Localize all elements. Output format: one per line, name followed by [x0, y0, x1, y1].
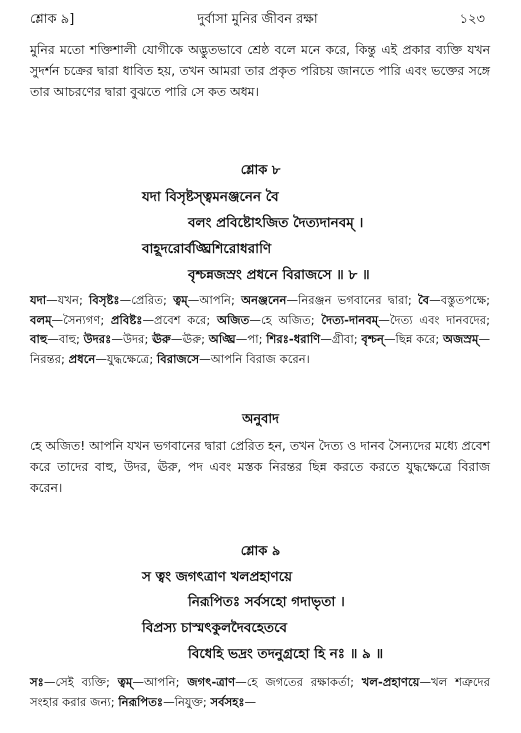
synonym-word: অনঞ্জনেন [241, 293, 287, 307]
synonym-meaning: আপনি [143, 675, 176, 689]
synonym-meaning: গ্রীবা [331, 332, 354, 346]
synonym-meaning: ঊরু [182, 332, 202, 346]
verse-8-synonyms: যদা—যখন; বিসৃষ্টঃ—প্রেরিত; ত্বম্—আপনি; অনঞ্জনেন—নিরঞ্জন ভগবানের দ্বারা; বৈ—বস্তুতপক্ষে; বলম্—সৈন্যগণ; প্রবিষ্টঃ—প্রবেশ করে; অজিত—হে অজিত; দৈত্য-দানবম্—দৈত্য এবং দানবদের; বাহু—বাহু; উদরঃ—উদর; ঊরু—ঊরু; অঙ্ঘ্রি—পা; শিরঃ-ধরাণি—গ্রীবা; বৃশ্চন্—ছিন্ন করে; অজস্রম্—নিরন্তর; প্রধনে—যুদ্ধক্ষেত্রে; বিরাজসে—আপনি বিরাজ করেন। [30, 293, 491, 366]
verse-8-line-1: যদা বিসৃষ্টস্ত্বমনঞ্জনেন বৈ [142, 189, 279, 205]
synonym-word: বাহু [30, 332, 48, 346]
synonym-word: প্রবিষ্টঃ [110, 312, 143, 327]
synonym-word: ঊরু [152, 332, 171, 346]
synonym-meaning: বস্তুতপক্ষে [440, 293, 487, 307]
intro-paragraph: মুনির মতো শক্তিশালী যোগীকে অদ্ভুতভাবে শ্রেষ্ঠ বলে মনে করে, কিন্তু এই প্রকার ব্যক্তি যখন সুদর্শন চক্রের দ্বারা ধাবিত হয়, তখন আমরা তার প্রকৃত পরিচয় জানতে পারি এবং ভক্তের সঙ্গে তার আচরণের দ্বারা বুঝতে পারি সে কত অধম। [30, 42, 490, 99]
synonym-meaning: সৈন্যগণ [63, 312, 101, 327]
verse-8-line-2: বলং প্রবিষ্টোঽজিত দৈত্যদানবম্ । [188, 215, 364, 231]
verse-8-translation: হে অজিত! আপনি যখন ভগবানের দ্বারা প্রেরিত হন, তখন দৈত্য ও দানব সৈন্যদের মধ্যে প্রবেশ করে তাদের বাহু, উদর, ঊরু, পদ এবং মস্তক নিরন্তর ছিন্ন করতে করতে যুদ্ধক্ষেত্রে বিরাজ করেন। [30, 438, 490, 495]
synonym-meaning: দৈত্য এবং দানবদের [389, 312, 487, 327]
synonym-word: অজস্রম্ [442, 332, 479, 346]
verse-9-title: শ্লোক ৯ [240, 544, 281, 559]
synonym-word: ত্বম্ [117, 675, 133, 689]
verse-9-line-1: স ত্বং জগৎত্রাণ খলপ্রহাণয়ে [142, 569, 293, 585]
synonym-word: সঃ [30, 675, 44, 689]
synonym-word: খল-প্রহাণয়ে [361, 675, 420, 689]
verse-9-line-2: নিরূপিতঃ সর্বসহো গদাভৃতা । [188, 594, 345, 610]
page-number: ১২৩ [459, 12, 485, 27]
synonym-word: নিরূপিতঃ [118, 694, 164, 709]
synonym-word: শিরঃ-ধরাণি [266, 332, 321, 346]
synonym-word: বৃশ্চন্ [361, 332, 384, 346]
synonym-meaning: উদর [122, 332, 145, 346]
synonym-meaning: প্রবেশ করে [154, 312, 207, 327]
verse-9-line-3: বিপ্রস্য চাস্মৎকুলদৈবহেতবে [142, 620, 288, 636]
page-header [30, 10, 485, 32]
synonym-word: বৈ [417, 293, 430, 307]
synonym-meaning: হে অজিত [260, 312, 311, 327]
synonym-meaning: নিযুক্ত [174, 694, 203, 709]
verse-8-title: শ্লোক ৮ [240, 163, 281, 178]
synonym-word: বিসৃষ্টঃ [89, 293, 120, 307]
verse-8-line-4: বৃশ্চন্নজস্রং প্রধনে বিরাজসে ॥ ৮ ॥ [188, 267, 370, 283]
synonym-word: ত্বম্ [173, 293, 188, 307]
synonym-word: অঙ্ঘ্রি [208, 332, 236, 346]
header-chapter-title: দুর্বাসা মুনির জীবন রক্ষা [197, 12, 318, 27]
header-verse-ref: শ্লোক ৯] [30, 12, 75, 27]
synonym-meaning: যখন [57, 293, 79, 307]
synonym-meaning: হে জগতের রক্ষাকর্তা [246, 675, 351, 689]
synonym-word: বলম্ [30, 312, 52, 327]
synonym-word: বিরাজসে [156, 351, 200, 366]
synonym-word: সর্বসহঃ [210, 694, 245, 709]
verse-8-line-3: বাহূদরোর্বঙ্ঘ্রিশিরোধরাণি [142, 241, 272, 257]
synonym-word: জগৎ-ত্রাণ [187, 675, 236, 689]
synonym-meaning: আপনি বিরাজ করেন। [210, 351, 310, 366]
synonym-word: দৈত্য-দানবম্ [321, 312, 379, 327]
verse-9-line-4: বিধেহি ভদ্রং তদনুগ্রহো হি নঃ ॥ ৯ ॥ [188, 646, 384, 662]
translation-title: অনুবাদ [242, 412, 279, 427]
synonym-meaning: প্রেরিত [131, 293, 163, 307]
synonym-meaning: সেই ব্যক্তি [55, 675, 106, 689]
synonym-word: প্রধনে [68, 351, 96, 366]
synonym-word: যদা [30, 293, 47, 307]
synonym-meaning: নিরঞ্জন ভগবানের দ্বারা [298, 293, 408, 307]
verse-9-synonyms: সঃ—সেই ব্যক্তি; ত্বম্—আপনি; জগৎ-ত্রাণ—হে জগতের রক্ষাকর্তা; খল-প্রহাণয়ে—খল শত্রুদের সংহার করার জন্য; নিরূপিতঃ—নিযুক্ত; সর্বসহঃ— [30, 675, 491, 709]
synonym-word: অজিত [216, 312, 250, 327]
synonym-meaning: পা [247, 332, 259, 346]
synonym-meaning: আপনি [199, 293, 231, 307]
synonym-meaning: যুদ্ধক্ষেত্রে [106, 351, 150, 366]
synonym-word: উদরঃ [83, 332, 112, 346]
synonym-meaning: নিরন্তর [30, 351, 61, 366]
synonym-meaning: বাহু [58, 332, 77, 346]
synonym-meaning: ছিন্ন করে [395, 332, 436, 346]
synonym-meaning: খল শত্রুদের সংহার করার জন্য [30, 675, 491, 709]
